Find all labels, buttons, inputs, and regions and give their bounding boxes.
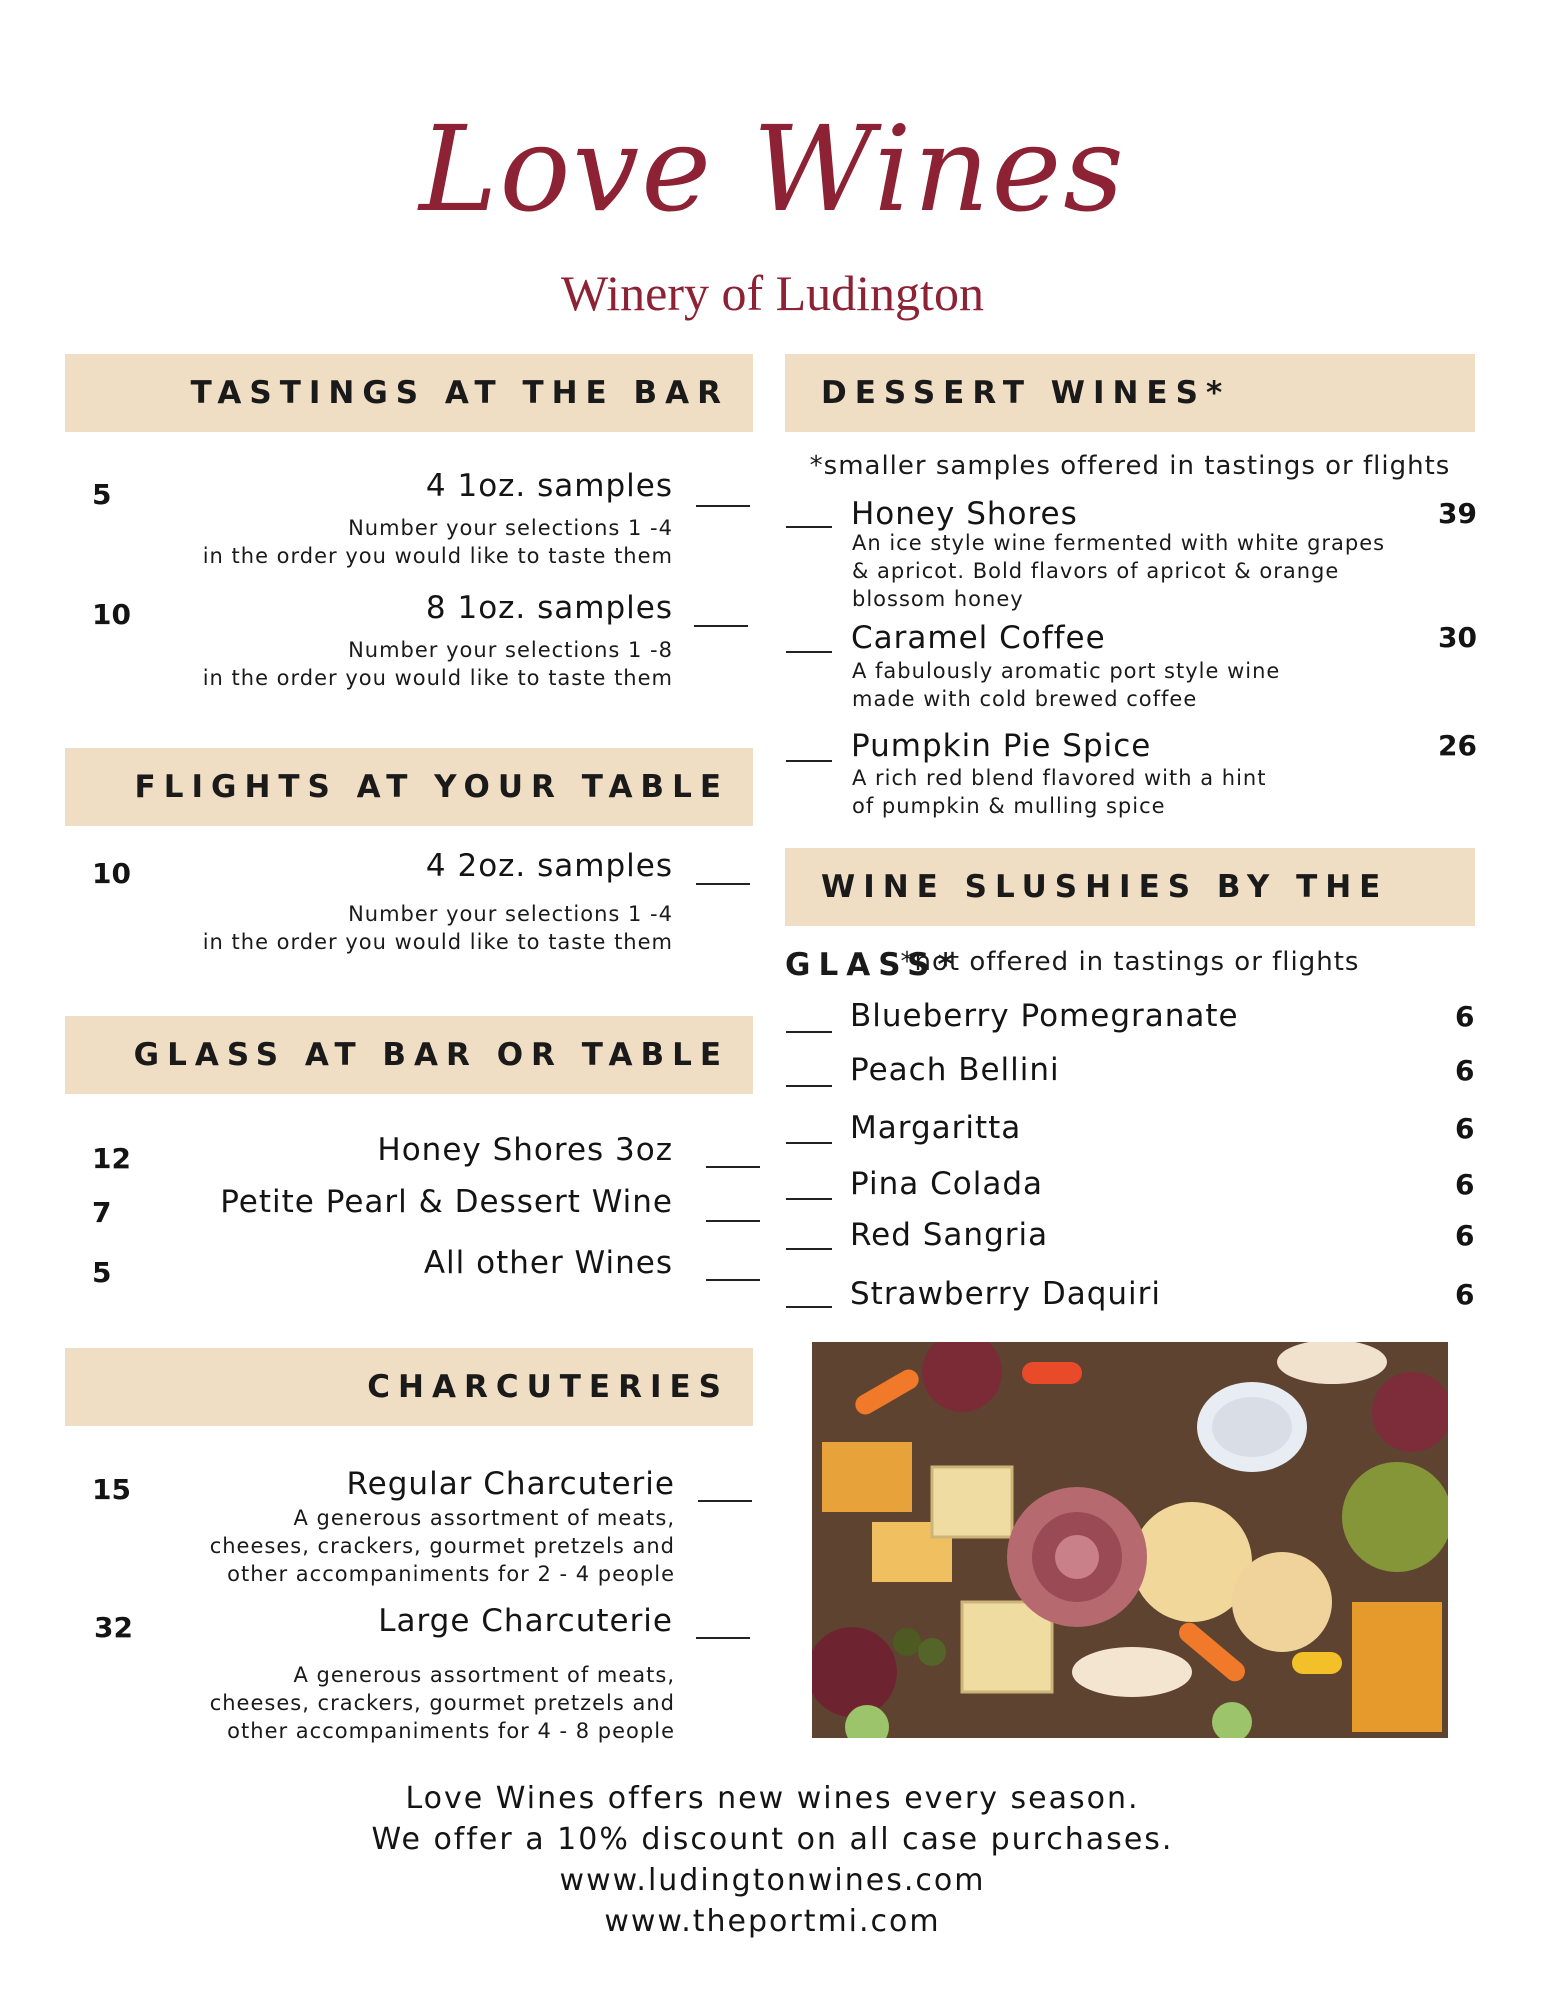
charcuteries-heading: CHARCUTERIES: [65, 1348, 753, 1426]
slushies-note: *not offered in tastings or flights: [900, 947, 1360, 977]
tasting-8-price: 10: [92, 598, 131, 631]
slushie-strawberry-price: 6: [1455, 1278, 1475, 1311]
tasting-4-selection-line[interactable]: [696, 505, 750, 507]
dessert-caramel-price: 30: [1438, 621, 1477, 654]
charcuterie-board-illustration: [812, 1342, 1448, 1738]
footer-line-1: Love Wines offers new wines every season.: [405, 1781, 1140, 1816]
charcuterie-regular-price: 15: [92, 1473, 131, 1506]
slushie-peach-name: Peach Bellini: [850, 1052, 1060, 1088]
charcuterie-large-name: Large Charcuterie: [378, 1603, 673, 1639]
dessert-heading: DESSERT WINES*: [785, 354, 1475, 432]
dessert-honey-desc-2: & apricot. Bold flavors of apricot & orange: [852, 559, 1340, 583]
dessert-honey-price: 39: [1438, 497, 1477, 530]
dessert-honey-desc-3: blossom honey: [852, 587, 1024, 611]
flight-4-desc-2: in the order you would like to taste them: [202, 930, 673, 954]
charcuterie-large-desc-2: cheeses, crackers, gourmet pretzels and: [209, 1691, 675, 1715]
charcuterie-regular-desc-2: cheeses, crackers, gourmet pretzels and: [209, 1534, 675, 1558]
glass-other-price: 5: [92, 1256, 112, 1289]
charcuterie-large-price: 32: [94, 1611, 133, 1644]
brand-script-logo: Love Wines: [419, 100, 1126, 238]
footer-website-1[interactable]: www.ludingtonwines.com: [559, 1863, 986, 1898]
dessert-honey-desc-1: An ice style wine fermented with white grapes: [852, 531, 1386, 555]
tasting-8-name: 8 1oz. samples: [425, 590, 673, 626]
slushie-peach-price: 6: [1455, 1054, 1475, 1087]
glass-heading: GLASS AT BAR OR TABLE: [65, 1016, 753, 1094]
slushie-pina-selection-line[interactable]: [786, 1198, 832, 1200]
glass-honey-price: 12: [92, 1142, 131, 1175]
glass-honey-selection-line[interactable]: [706, 1166, 760, 1168]
charcuterie-regular-desc-3: other accompaniments for 2 - 4 people: [227, 1562, 675, 1586]
dessert-honey-selection-line[interactable]: [786, 526, 832, 528]
charcuterie-regular-name: Regular Charcuterie: [346, 1466, 675, 1502]
flights-heading: FLIGHTS AT YOUR TABLE: [65, 748, 753, 826]
slushie-blueberry-selection-line[interactable]: [786, 1031, 832, 1033]
glass-other-selection-line[interactable]: [706, 1279, 760, 1281]
slushie-pina-name: Pina Colada: [850, 1166, 1044, 1202]
glass-honey-name: Honey Shores 3oz: [377, 1132, 673, 1168]
charcuterie-regular-desc-1: A generous assortment of meats,: [293, 1506, 675, 1530]
charcuterie-large-selection-line[interactable]: [696, 1637, 750, 1639]
slushie-pina-price: 6: [1455, 1168, 1475, 1201]
charcuterie-large-desc-1: A generous assortment of meats,: [293, 1663, 675, 1687]
dessert-caramel-desc-1: A fabulously aromatic port style wine: [852, 659, 1281, 683]
tasting-8-selection-line[interactable]: [694, 625, 748, 627]
dessert-pumpkin-selection-line[interactable]: [786, 760, 832, 762]
dessert-pumpkin-price: 26: [1438, 729, 1477, 762]
footer-line-2: We offer a 10% discount on all case purchases.: [371, 1822, 1174, 1857]
glass-petite-price: 7: [92, 1196, 112, 1229]
brand-subtitle: Winery of Ludington: [561, 265, 984, 321]
dessert-caramel-desc-2: made with cold brewed coffee: [852, 687, 1198, 711]
slushie-peach-selection-line[interactable]: [786, 1085, 832, 1087]
slushie-strawberry-selection-line[interactable]: [786, 1306, 832, 1308]
slushie-margaritta-price: 6: [1455, 1112, 1475, 1145]
tasting-8-desc-2: in the order you would like to taste them: [202, 666, 673, 690]
dessert-caramel-selection-line[interactable]: [786, 651, 832, 653]
dessert-pumpkin-name: Pumpkin Pie Spice: [851, 728, 1152, 764]
glass-petite-selection-line[interactable]: [706, 1220, 760, 1222]
tasting-8-desc-1: Number your selections 1 -8: [348, 638, 673, 662]
footer-website-2[interactable]: www.theportmi.com: [604, 1904, 941, 1939]
dessert-pumpkin-desc-1: A rich red blend flavored with a hint: [852, 766, 1267, 790]
dessert-note: *smaller samples offered in tastings or flights: [809, 451, 1451, 481]
dessert-pumpkin-desc-2: of pumpkin & mulling spice: [852, 794, 1166, 818]
slushie-sangria-name: Red Sangria: [850, 1217, 1049, 1253]
tasting-4-name: 4 1oz. samples: [425, 468, 673, 504]
slushie-strawberry-name: Strawberry Daquiri: [850, 1276, 1161, 1312]
glass-other-name: All other Wines: [423, 1245, 673, 1281]
tasting-4-desc-2: in the order you would like to taste them: [202, 544, 673, 568]
slushie-margaritta-name: Margaritta: [850, 1110, 1022, 1146]
tastings-heading: TASTINGS AT THE BAR: [65, 354, 753, 432]
flight-4-selection-line[interactable]: [696, 883, 750, 885]
flight-4-desc-1: Number your selections 1 -4: [348, 902, 673, 926]
flight-4-name: 4 2oz. samples: [425, 848, 673, 884]
charcuterie-large-desc-3: other accompaniments for 4 - 8 people: [227, 1719, 675, 1743]
tasting-4-desc-1: Number your selections 1 -4: [348, 516, 673, 540]
footer: [0, 1778, 1545, 1942]
dessert-caramel-name: Caramel Coffee: [851, 620, 1106, 656]
slushie-margaritta-selection-line[interactable]: [786, 1142, 832, 1144]
flight-4-price: 10: [92, 857, 131, 890]
slushie-blueberry-price: 6: [1455, 1000, 1475, 1033]
slushie-sangria-price: 6: [1455, 1219, 1475, 1252]
charcuterie-regular-selection-line[interactable]: [698, 1500, 752, 1502]
dessert-honey-name: Honey Shores: [851, 496, 1078, 532]
glass-petite-name: Petite Pearl & Dessert Wine: [220, 1184, 673, 1220]
tasting-4-price: 5: [92, 478, 112, 511]
slushie-blueberry-name: Blueberry Pomegranate: [850, 998, 1239, 1034]
slushies-heading: WINE SLUSHIES BY THE GLASS*: [785, 848, 1475, 926]
slushie-sangria-selection-line[interactable]: [786, 1248, 832, 1250]
charcuterie-board-photo: [812, 1342, 1448, 1738]
